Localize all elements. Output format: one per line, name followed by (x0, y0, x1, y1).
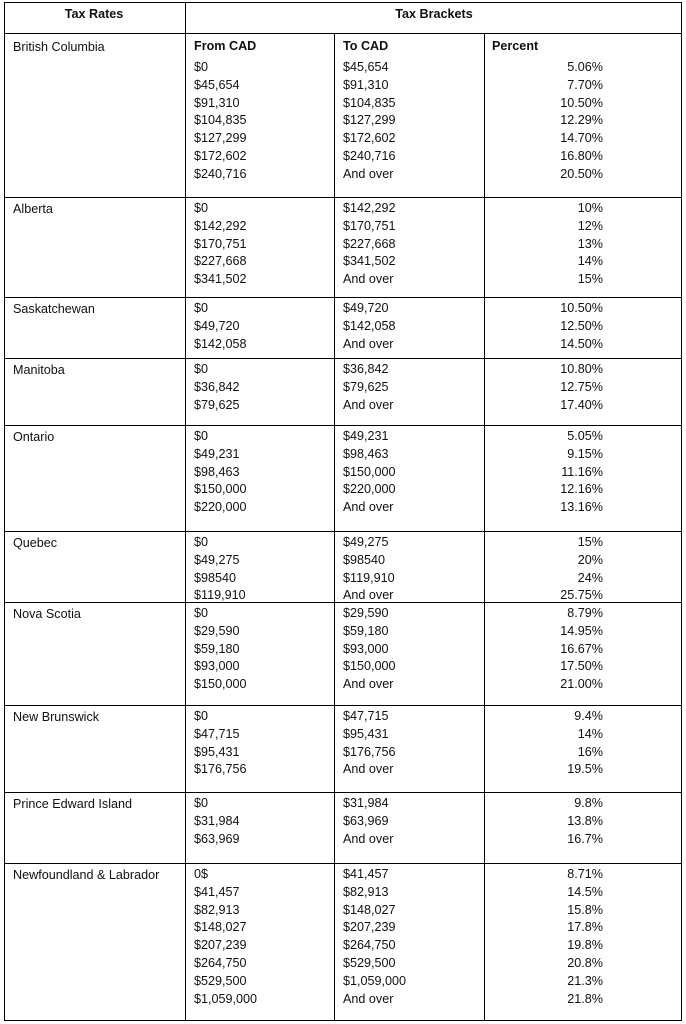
bracket-from-value: $0 (194, 709, 209, 723)
bracket-to-value: $150,000 (343, 464, 396, 479)
bracket-to-value: $91,310 (343, 77, 389, 92)
row-divider (4, 602, 682, 603)
bracket-column-to (343, 428, 396, 517)
bracket-percent-value: 16.7% (567, 831, 603, 846)
bracket-column-from (194, 300, 247, 353)
bracket-to-value: And over (343, 991, 394, 1006)
bracket-from-value: $240,716 (194, 166, 247, 181)
bracket-from-value: $207,239 (194, 938, 247, 953)
bracket-from-value: $150,000 (194, 677, 247, 692)
row-divider (4, 425, 682, 426)
bracket-to-value: $63,969 (343, 813, 389, 828)
bracket-to-value: $341,502 (343, 254, 396, 269)
table-border-left (4, 2, 5, 1021)
bracket-from-value: $59,180 (194, 641, 240, 656)
bracket-column-from (194, 534, 246, 605)
bracket-percent-value: 14% (577, 254, 603, 269)
bracket-to-value: $82,913 (343, 884, 389, 899)
bracket-to-value: $45,654 (343, 60, 389, 74)
bracket-from-value: $95,431 (194, 744, 240, 759)
bracket-percent-value: 19.8% (567, 938, 603, 953)
bracket-to-value: $95,431 (343, 726, 389, 741)
bracket-to-value: $150,000 (343, 659, 396, 674)
bracket-to-value: And over (343, 336, 394, 351)
row-divider (4, 705, 682, 706)
column-divider (334, 33, 335, 1021)
bracket-percent-value: 24% (577, 570, 603, 585)
bracket-percent-value: 21.8% (567, 991, 603, 1006)
bracket-column-percent (513, 866, 603, 1008)
bracket-column-percent (513, 361, 603, 414)
bracket-column-percent (513, 428, 603, 517)
bracket-to-value: And over (343, 762, 394, 777)
bracket-to-value: $227,668 (343, 236, 396, 251)
bracket-percent-value: 17.50% (560, 659, 603, 674)
province-name: Nova Scotia (13, 607, 81, 621)
bracket-from-value: $0 (194, 60, 209, 74)
column-header-to: To CAD (343, 39, 389, 53)
bracket-to-value: $31,984 (343, 796, 389, 810)
column-header-from: From CAD (194, 39, 257, 53)
bracket-to-value: $220,000 (343, 482, 396, 497)
bracket-from-value: $36,842 (194, 379, 240, 394)
bracket-from-value: $98540 (194, 570, 237, 585)
bracket-from-value: $47,715 (194, 726, 240, 741)
bracket-to-value: And over (343, 272, 394, 287)
bracket-percent-value: 15% (577, 272, 603, 287)
bracket-column-from (194, 200, 247, 289)
bracket-from-value: $82,913 (194, 902, 240, 917)
bracket-percent-value: 14% (577, 726, 603, 741)
bracket-column-to (343, 866, 406, 1008)
bracket-from-value: $49,231 (194, 446, 240, 461)
bracket-to-value: $142,292 (343, 201, 396, 215)
bracket-column-percent (513, 300, 603, 353)
bracket-column-to (343, 795, 393, 848)
bracket-percent-value: 9.15% (567, 446, 603, 461)
header-divider (4, 33, 682, 34)
bracket-percent-value: 13.8% (567, 813, 603, 828)
bracket-to-value: $47,715 (343, 709, 389, 723)
bracket-from-value: 0$ (194, 867, 209, 881)
bracket-to-value: $142,058 (343, 318, 396, 333)
bracket-from-value: $29,590 (194, 623, 240, 638)
bracket-percent-value: 13% (577, 236, 603, 251)
bracket-to-value: $170,751 (343, 218, 396, 233)
column-divider (185, 2, 186, 1021)
bracket-percent-value: 9.4% (574, 709, 603, 723)
bracket-percent-value: 12.75% (560, 379, 603, 394)
province-name: Ontario (13, 430, 55, 444)
bracket-from-value: $98,463 (194, 464, 240, 479)
bracket-column-from (194, 428, 247, 517)
bracket-percent-value: 10.50% (560, 301, 603, 315)
bracket-percent-value: 12% (577, 218, 603, 233)
bracket-from-value: $264,750 (194, 955, 247, 970)
bracket-to-value: $1,059,000 (343, 973, 407, 988)
province-name: Newfoundland & Labrador (13, 868, 160, 882)
bracket-percent-value: 12.50% (560, 318, 603, 333)
bracket-to-value: $98,463 (343, 446, 389, 461)
bracket-to-value: $36,842 (343, 362, 389, 376)
bracket-from-value: $0 (194, 201, 209, 215)
bracket-percent-value: 11.16% (561, 464, 603, 479)
bracket-from-value: $0 (194, 606, 209, 620)
row-divider (4, 358, 682, 359)
bracket-column-to (343, 300, 396, 353)
bracket-to-value: And over (343, 831, 394, 846)
row-divider (4, 531, 682, 532)
bracket-to-value: And over (343, 500, 394, 515)
bracket-percent-value: 16.67% (560, 641, 603, 656)
row-divider (4, 863, 682, 864)
bracket-percent-value: 20.8% (567, 955, 603, 970)
bracket-percent-value: 14.50% (560, 336, 603, 351)
bracket-from-value: $142,292 (194, 218, 247, 233)
bracket-from-value: $172,602 (194, 148, 247, 163)
province-name: British Columbia (13, 40, 105, 54)
column-header-percent: Percent (492, 39, 539, 53)
bracket-to-value: $207,239 (343, 920, 396, 935)
row-divider (4, 297, 682, 298)
bracket-percent-value: 8.79% (567, 606, 603, 620)
bracket-from-value: $91,310 (194, 95, 240, 110)
bracket-from-value: $341,502 (194, 272, 247, 287)
bracket-percent-value: 17.8% (567, 920, 603, 935)
province-name: Saskatchewan (13, 302, 95, 316)
bracket-percent-value: 20.50% (560, 166, 603, 181)
bracket-percent-value: 14.5% (567, 884, 603, 899)
bracket-percent-value: 21.00% (560, 677, 603, 692)
bracket-percent-value: 10.50% (560, 95, 603, 110)
header-tax-brackets: Tax Brackets (395, 7, 473, 21)
bracket-from-value: $0 (194, 362, 209, 376)
table-border-right (681, 2, 682, 1021)
bracket-from-value: $1,059,000 (194, 991, 258, 1006)
bracket-percent-value: 15.8% (567, 902, 603, 917)
bracket-percent-value: 25.75% (560, 588, 603, 603)
bracket-column-from (194, 361, 240, 414)
bracket-column-percent (513, 605, 603, 694)
bracket-percent-value: 16% (577, 744, 603, 759)
bracket-percent-value: 13.16% (560, 500, 603, 515)
bracket-to-value: $240,716 (343, 148, 396, 163)
bracket-to-value: $264,750 (343, 938, 396, 953)
bracket-from-value: $49,720 (194, 318, 240, 333)
bracket-to-value: $41,457 (343, 867, 389, 881)
bracket-to-value: And over (343, 677, 394, 692)
bracket-from-value: $0 (194, 796, 209, 810)
bracket-percent-value: 16.80% (560, 148, 603, 163)
province-name: Quebec (13, 536, 58, 550)
bracket-column-to (343, 59, 396, 184)
bracket-column-percent (513, 59, 603, 184)
province-name: Alberta (13, 202, 53, 216)
bracket-percent-value: 21.3% (567, 973, 603, 988)
bracket-to-value: $49,720 (343, 301, 389, 315)
bracket-to-value: And over (343, 166, 394, 181)
bracket-percent-value: 10.80% (560, 362, 603, 376)
bracket-percent-value: 5.06% (567, 60, 603, 74)
bracket-column-percent (513, 534, 603, 605)
bracket-percent-value: 20% (577, 552, 603, 567)
bracket-from-value: $45,654 (194, 77, 240, 92)
bracket-from-value: $79,625 (194, 397, 240, 412)
bracket-percent-value: 15% (577, 535, 603, 549)
bracket-percent-value: 9.8% (574, 796, 603, 810)
bracket-to-value: $119,910 (343, 570, 395, 585)
bracket-percent-value: 8.71% (567, 867, 603, 881)
bracket-to-value: $49,275 (343, 535, 389, 549)
bracket-percent-value: 7.70% (567, 77, 603, 92)
bracket-percent-value: 5.05% (567, 429, 603, 443)
bracket-column-percent (513, 708, 603, 779)
bracket-percent-value: 10% (577, 201, 603, 215)
table-border-bottom (4, 1020, 682, 1021)
bracket-from-value: $220,000 (194, 500, 247, 515)
bracket-column-from (194, 59, 247, 184)
bracket-from-value: $41,457 (194, 884, 240, 899)
bracket-percent-value: 17.40% (560, 397, 603, 412)
bracket-from-value: $150,000 (194, 482, 247, 497)
bracket-from-value: $529,500 (194, 973, 247, 988)
bracket-to-value: $176,756 (343, 744, 396, 759)
bracket-from-value: $49,275 (194, 552, 240, 567)
bracket-column-from (194, 795, 240, 848)
bracket-column-to (343, 200, 396, 289)
column-divider (484, 33, 485, 1021)
header-tax-rates: Tax Rates (64, 7, 124, 21)
bracket-from-value: $148,027 (194, 920, 247, 935)
bracket-to-value: And over (343, 397, 394, 412)
bracket-to-value: $98540 (343, 552, 386, 567)
bracket-column-from (194, 866, 257, 1008)
bracket-to-value: $148,027 (343, 902, 396, 917)
bracket-to-value: $529,500 (343, 955, 396, 970)
province-name: Prince Edward Island (13, 797, 133, 811)
bracket-column-from (194, 605, 247, 694)
bracket-to-value: And over (343, 588, 394, 603)
bracket-to-value: $29,590 (343, 606, 389, 620)
bracket-from-value: $31,984 (194, 813, 240, 828)
bracket-from-value: $0 (194, 535, 209, 549)
bracket-from-value: $93,000 (194, 659, 240, 674)
bracket-from-value: $63,969 (194, 831, 240, 846)
bracket-column-to (343, 605, 396, 694)
bracket-from-value: $119,910 (194, 588, 246, 603)
bracket-from-value: $142,058 (194, 336, 247, 351)
bracket-from-value: $176,756 (194, 762, 247, 777)
bracket-to-value: $127,299 (343, 113, 396, 128)
bracket-from-value: $127,299 (194, 131, 247, 146)
bracket-to-value: $93,000 (343, 641, 389, 656)
bracket-to-value: $172,602 (343, 131, 396, 146)
bracket-to-value: $104,835 (343, 95, 396, 110)
bracket-percent-value: 19.5% (567, 762, 603, 777)
bracket-percent-value: 14.95% (560, 623, 603, 638)
bracket-from-value: $227,668 (194, 254, 247, 269)
bracket-to-value: $79,625 (343, 379, 389, 394)
bracket-percent-value: 14.70% (560, 131, 603, 146)
bracket-column-to (343, 708, 396, 779)
bracket-column-percent (513, 200, 603, 289)
bracket-column-to (343, 534, 395, 605)
table-border-top (4, 2, 682, 3)
bracket-column-percent (513, 795, 603, 848)
bracket-to-value: $49,231 (343, 429, 389, 443)
bracket-column-from (194, 708, 247, 779)
province-name: New Brunswick (13, 710, 100, 724)
bracket-from-value: $0 (194, 429, 209, 443)
bracket-percent-value: 12.16% (560, 482, 603, 497)
bracket-to-value: $59,180 (343, 623, 389, 638)
row-divider (4, 792, 682, 793)
bracket-column-to (343, 361, 393, 414)
bracket-from-value: $104,835 (194, 113, 247, 128)
bracket-from-value: $0 (194, 301, 209, 315)
bracket-from-value: $170,751 (194, 236, 247, 251)
province-name: Manitoba (13, 363, 65, 377)
row-divider (4, 197, 682, 198)
bracket-percent-value: 12.29% (560, 113, 603, 128)
